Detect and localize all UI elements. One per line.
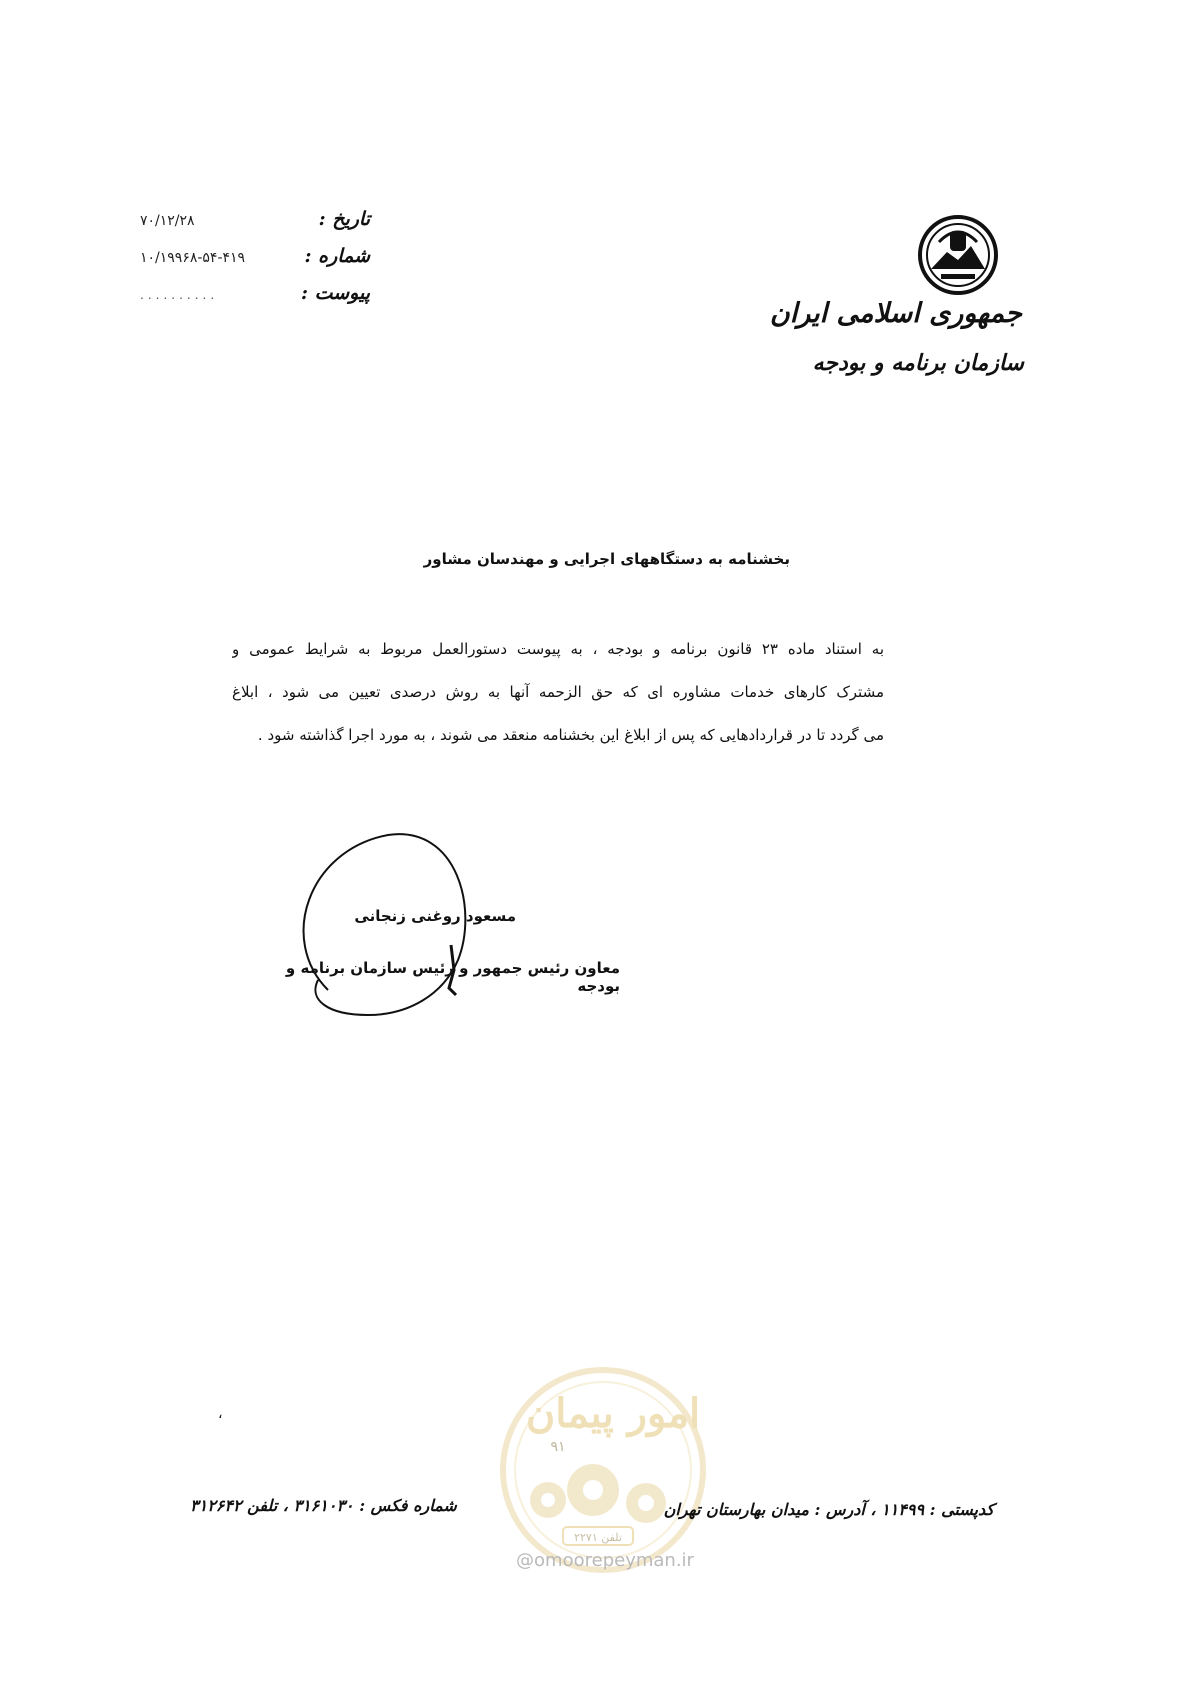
watermark-logo	[498, 1365, 708, 1575]
letter-meta	[140, 208, 370, 319]
number-row	[140, 245, 370, 282]
attachment-row	[140, 282, 370, 319]
watermark-phone: تلفن ۲۲۷۱	[574, 1531, 622, 1544]
body-line: به استناد ماده ۲۳ قانون برنامه و بودجه ، به پیوست دستورالعمل مربوط به شرایط عمومی و	[232, 640, 884, 658]
footer-mark: ،	[218, 1406, 223, 1422]
footer-address: کدپستی : ۱۱۴۹۹ ، آدرس : میدان بهارستان تهران	[663, 1500, 994, 1519]
body-line: می گردد تا در قراردادهایی که پس از ابلاغ این بخشنامه منعقد می شوند ، به مورد اجرا گذاشته شود .	[257, 726, 884, 744]
watermark-number: ۹۱	[550, 1439, 566, 1455]
organization-name: سازمان برنامه و بودجه	[812, 350, 1024, 376]
watermark-site-text: omoorepeyman.ir	[534, 1550, 694, 1571]
signer-position: معاون رئیس جمهور و رئیس سازمان برنامه و بودجه	[285, 959, 620, 995]
emblem-icon	[917, 214, 999, 296]
at-icon: @	[516, 1550, 535, 1571]
watermark-title: امور پیمان	[525, 1390, 701, 1437]
signer-name: مسعود روغنی زنجانی	[354, 907, 516, 925]
attachment-value: ..........	[140, 288, 219, 302]
date-label: تاریخ :	[318, 208, 370, 230]
date-row	[140, 208, 370, 245]
circular-title: بخشنامه به دستگاههای اجرایی و مهندسان مشاور	[423, 550, 790, 568]
body-line: مشترک کارهای خدمات مشاوره ای که حق الزحمه آنها به روش درصدی تعیین می شود ، ابلاغ	[232, 683, 884, 701]
date-value: ۷۰/۱۲/۲۸	[140, 213, 195, 229]
number-label: شماره :	[304, 245, 370, 267]
footer-fax: شماره فکس : ۳۱۶۱۰۳۰ ، تلفن ۳۱۲۶۴۲	[190, 1496, 457, 1515]
country-name: جمهوری اسلامی ایران	[769, 298, 1022, 329]
letter-body	[232, 628, 884, 757]
watermark-site	[505, 1550, 705, 1571]
number-value: ۱۰/۱۹۹۶۸-۵۴-۴۱۹	[140, 250, 246, 266]
attachment-label: پیوست :	[300, 282, 370, 304]
